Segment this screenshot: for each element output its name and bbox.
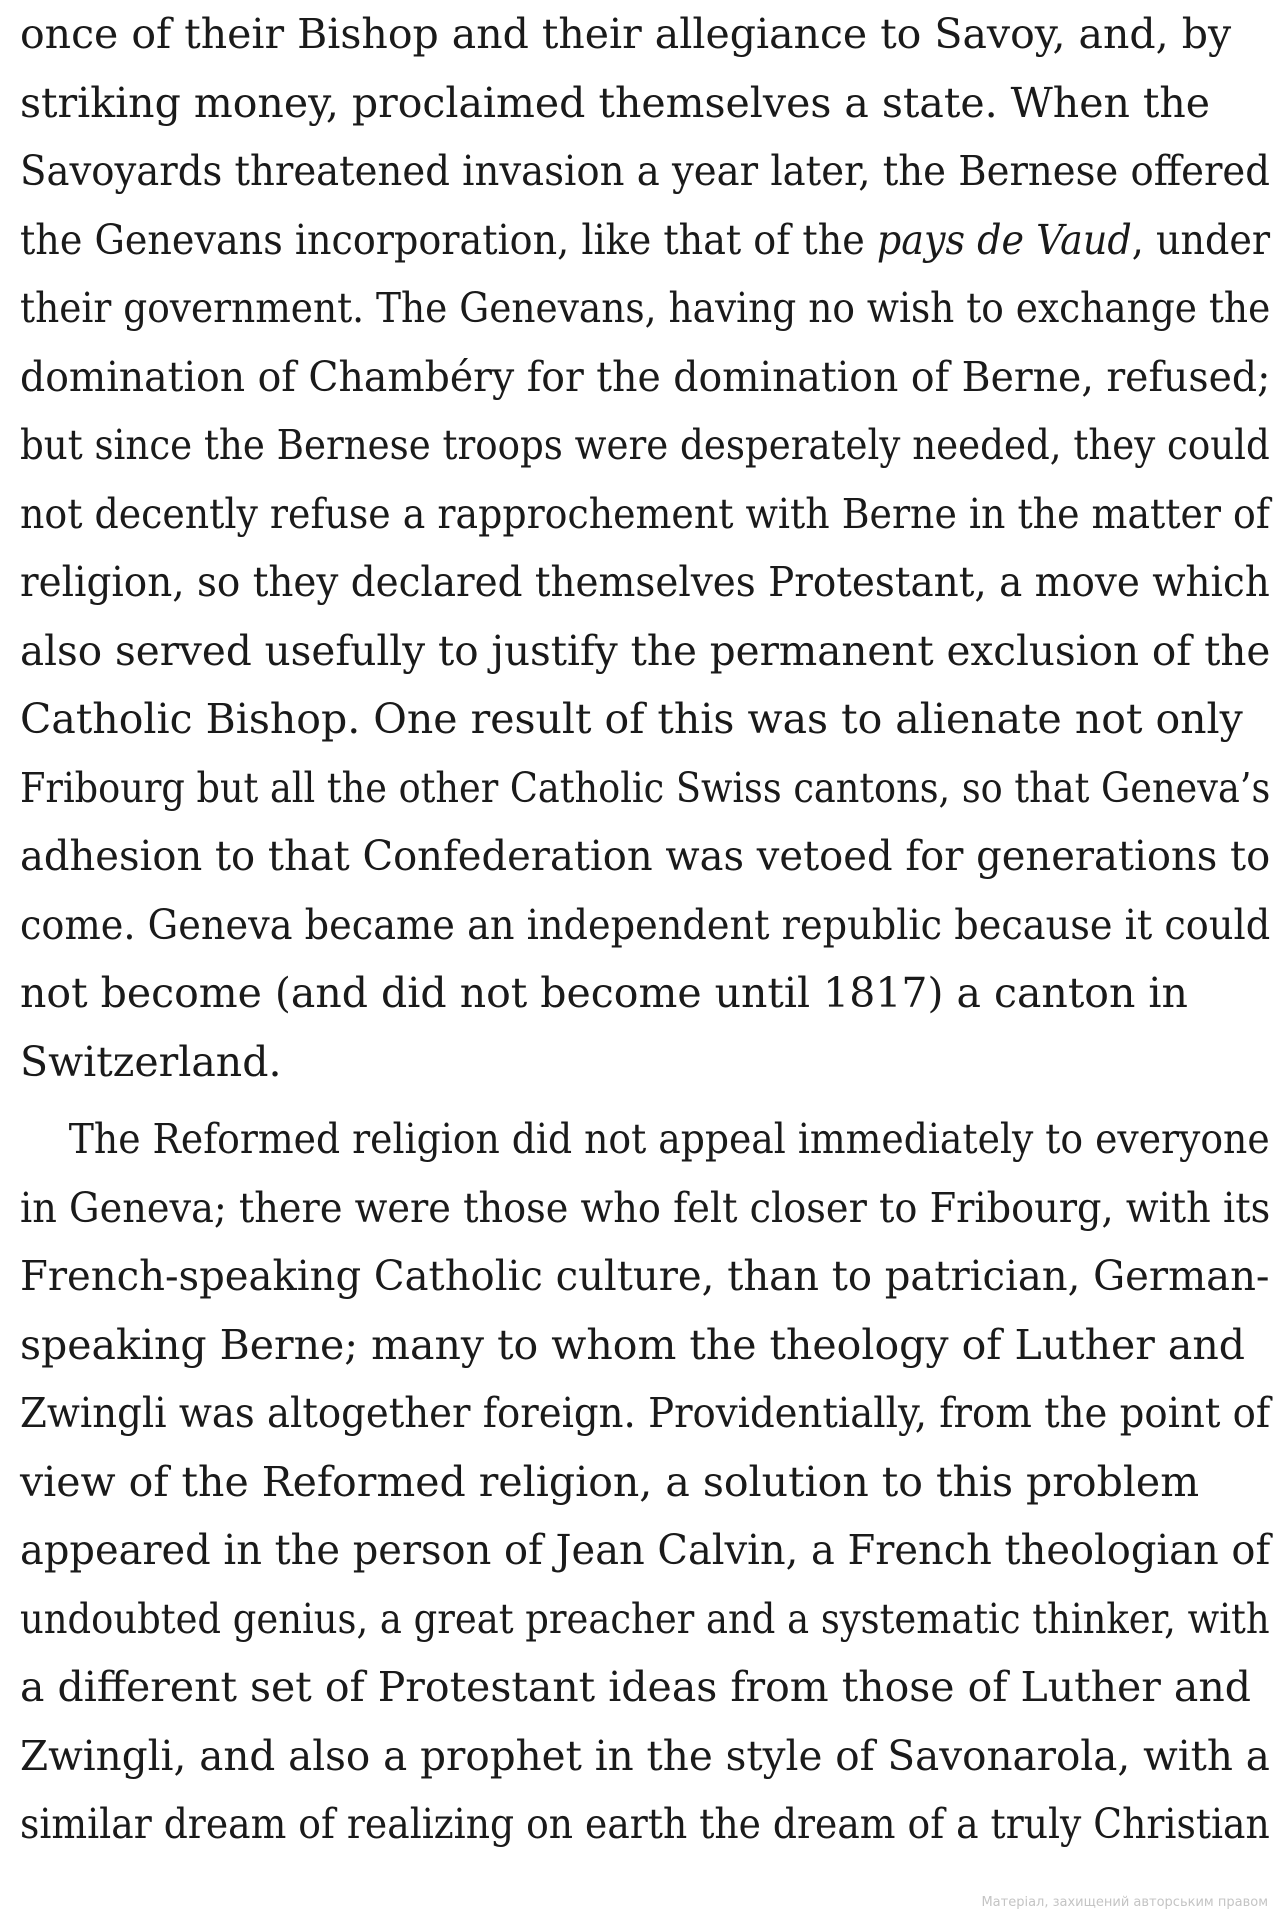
text-line: The Reformed religion did not appeal immediately to everyone <box>68 1115 1270 1163</box>
text-line <box>20 206 1271 275</box>
text-line: speaking Berne; many to whom the theology of Luther and <box>20 1320 1245 1369</box>
text-line: not decently refuse a rapprochement with Berne in the matter of <box>20 489 1270 538</box>
book-page <box>20 0 1270 1859</box>
text-line: their government. The Genevans, having no wish to exchange the <box>20 284 1271 332</box>
text-segment: the Genevans incorporation, like that of the <box>20 215 877 264</box>
text-line: appeared in the person of Jean Calvin, a French theologian of <box>20 1526 1271 1574</box>
text-line: undoubted genius, a great preacher and a systematic thinker, with <box>20 1594 1270 1643</box>
text-line: domination of Chambéry for the domination of Berne, refused; <box>20 352 1271 401</box>
paragraph-1 <box>20 0 1270 1096</box>
text-line: French-speaking Catholic culture, than to patrician, German- <box>20 1252 1270 1300</box>
text-line: come. Geneva became an independent republic because it could <box>20 900 1271 949</box>
text-line: also served usefully to justify the permanent exclusion of the <box>20 626 1271 675</box>
text-line: striking money, proclaimed themselves a state. When the <box>20 78 1211 127</box>
text-segment: , under <box>1131 215 1271 264</box>
text-line: similar dream of realizing on earth the dream of a truly Christian <box>20 1800 1270 1848</box>
text-line: not become (and did not become until 1817) a canton in <box>20 969 1188 1017</box>
text-line: a different set of Protestant ideas from those of Luther and <box>20 1663 1252 1711</box>
text-line: Fribourg but all the other Catholic Swiss cantons, so that Geneva’s <box>20 763 1271 812</box>
text-line: religion, so they declared themselves Protestant, a move which <box>20 558 1270 606</box>
text-line: but since the Bernese troops were desperately needed, they could <box>20 421 1270 469</box>
text-line: Savoyards threatened invasion a year later, the Bernese offered <box>20 147 1270 195</box>
text-line: once of their Bishop and their allegiance to Savoy, and, by <box>20 10 1232 58</box>
copyright-watermark: Матеріал, захищений авторським правом <box>981 1895 1268 1910</box>
text-line: in Geneva; there were those who felt closer to Fribourg, with its <box>20 1183 1271 1232</box>
italic-phrase: pays de Vaud <box>876 215 1132 264</box>
paragraph-2 <box>20 1105 1270 1859</box>
text-line: Zwingli was altogether foreign. Providentially, from the point of <box>20 1389 1271 1437</box>
text-line: Catholic Bishop. One result of this was to alienate not only <box>20 695 1243 743</box>
text-line: view of the Reformed religion, a solution to this problem <box>20 1457 1200 1506</box>
text-line: Switzerland. <box>20 1037 282 1086</box>
text-line: Zwingli, and also a prophet in the style of Savonarola, with a <box>20 1731 1270 1780</box>
text-line: adhesion to that Confederation was vetoed for generations to <box>20 832 1271 880</box>
